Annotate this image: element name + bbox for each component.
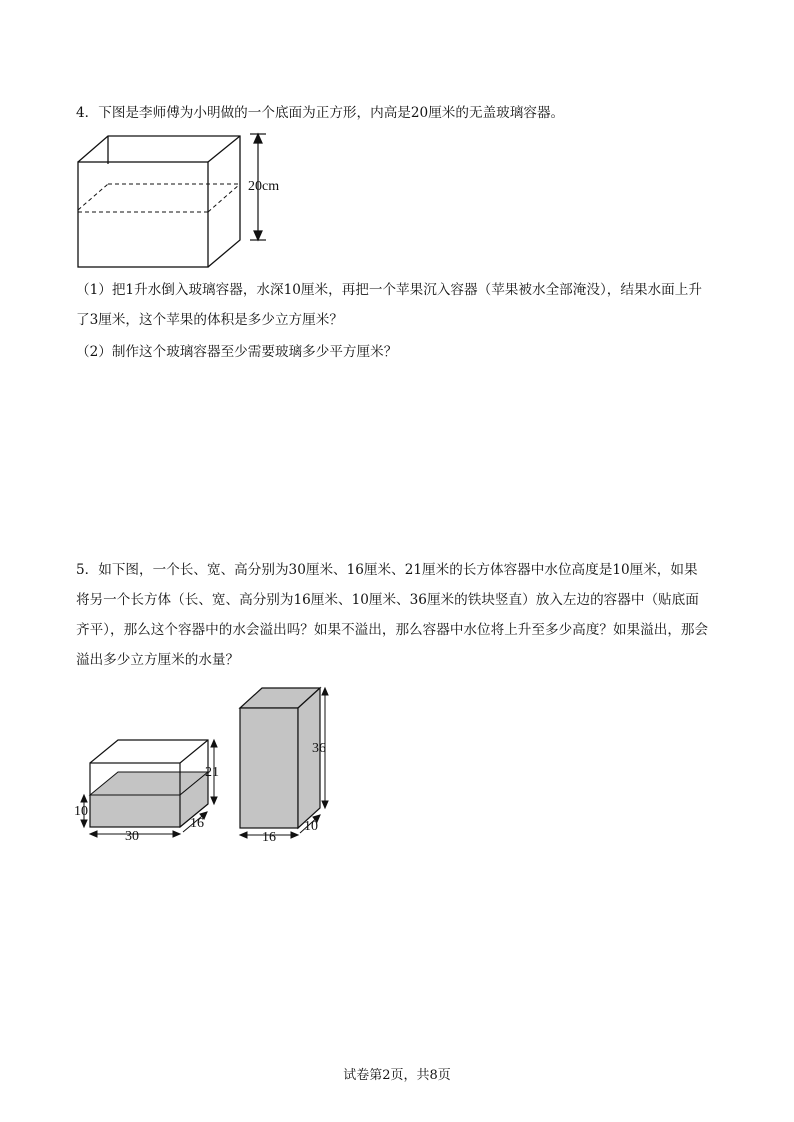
question-5-line-2: 将另一个长方体（长、宽、高分别为16厘米、10厘米、36厘米的铁块竖直）放入左边的容器中（贴底面 [76, 592, 699, 608]
question-5-line-4: 溢出多少立方厘米的水量？ [76, 652, 240, 668]
question-4-part-1-line-2: 了3厘米，这个苹果的体积是多少立方厘米？ [76, 312, 343, 328]
height-label: 20cm [248, 179, 280, 194]
page-footer: 试卷第2页，共8页 [343, 1068, 451, 1083]
iron-block-figure [232, 680, 342, 845]
question-5-line-3: 齐平），那么这个容器中的水会溢出吗？如果不溢出，那么容器中水位将上升至多少高度？如果溢出，那会 [76, 622, 709, 638]
top-right-edge [208, 136, 240, 162]
container-length-label: 30 [125, 829, 139, 844]
water-level-right [208, 184, 240, 212]
question-4-part-1-line-1: （1）把1升水倒入玻璃容器，水深10厘米，再把一个苹果沉入容器（苹果被水全部淹没），结果水面上升 [76, 282, 702, 298]
question-5-line-1: 5．如下图，一个长、宽、高分别为30厘米、16厘米、21厘米的长方体容器中水位高度是10厘米，如果 [76, 562, 698, 578]
water-container-figure [70, 730, 230, 845]
water-front [90, 795, 180, 827]
container-height-label: 21 [205, 765, 219, 780]
question-4-part-2: （2）制作这个玻璃容器至少需要玻璃多少平方厘米？ [76, 344, 398, 360]
glass-container-figure [70, 130, 340, 275]
container-top-right-edge [180, 740, 208, 763]
block-width-label: 10 [304, 819, 318, 834]
water-height-label: 10 [74, 804, 88, 819]
block-length-label: 16 [262, 830, 276, 845]
block-height-label: 36 [312, 741, 326, 756]
water-level-left [78, 184, 108, 210]
block-front [240, 708, 298, 828]
block-side [298, 688, 320, 828]
front-face [78, 162, 208, 267]
question-4-stem: 4．下图是李师傅为小明做的一个底面为正方形，内高是20厘米的无盖玻璃容器。 [76, 105, 565, 121]
container-width-label: 16 [190, 816, 204, 831]
